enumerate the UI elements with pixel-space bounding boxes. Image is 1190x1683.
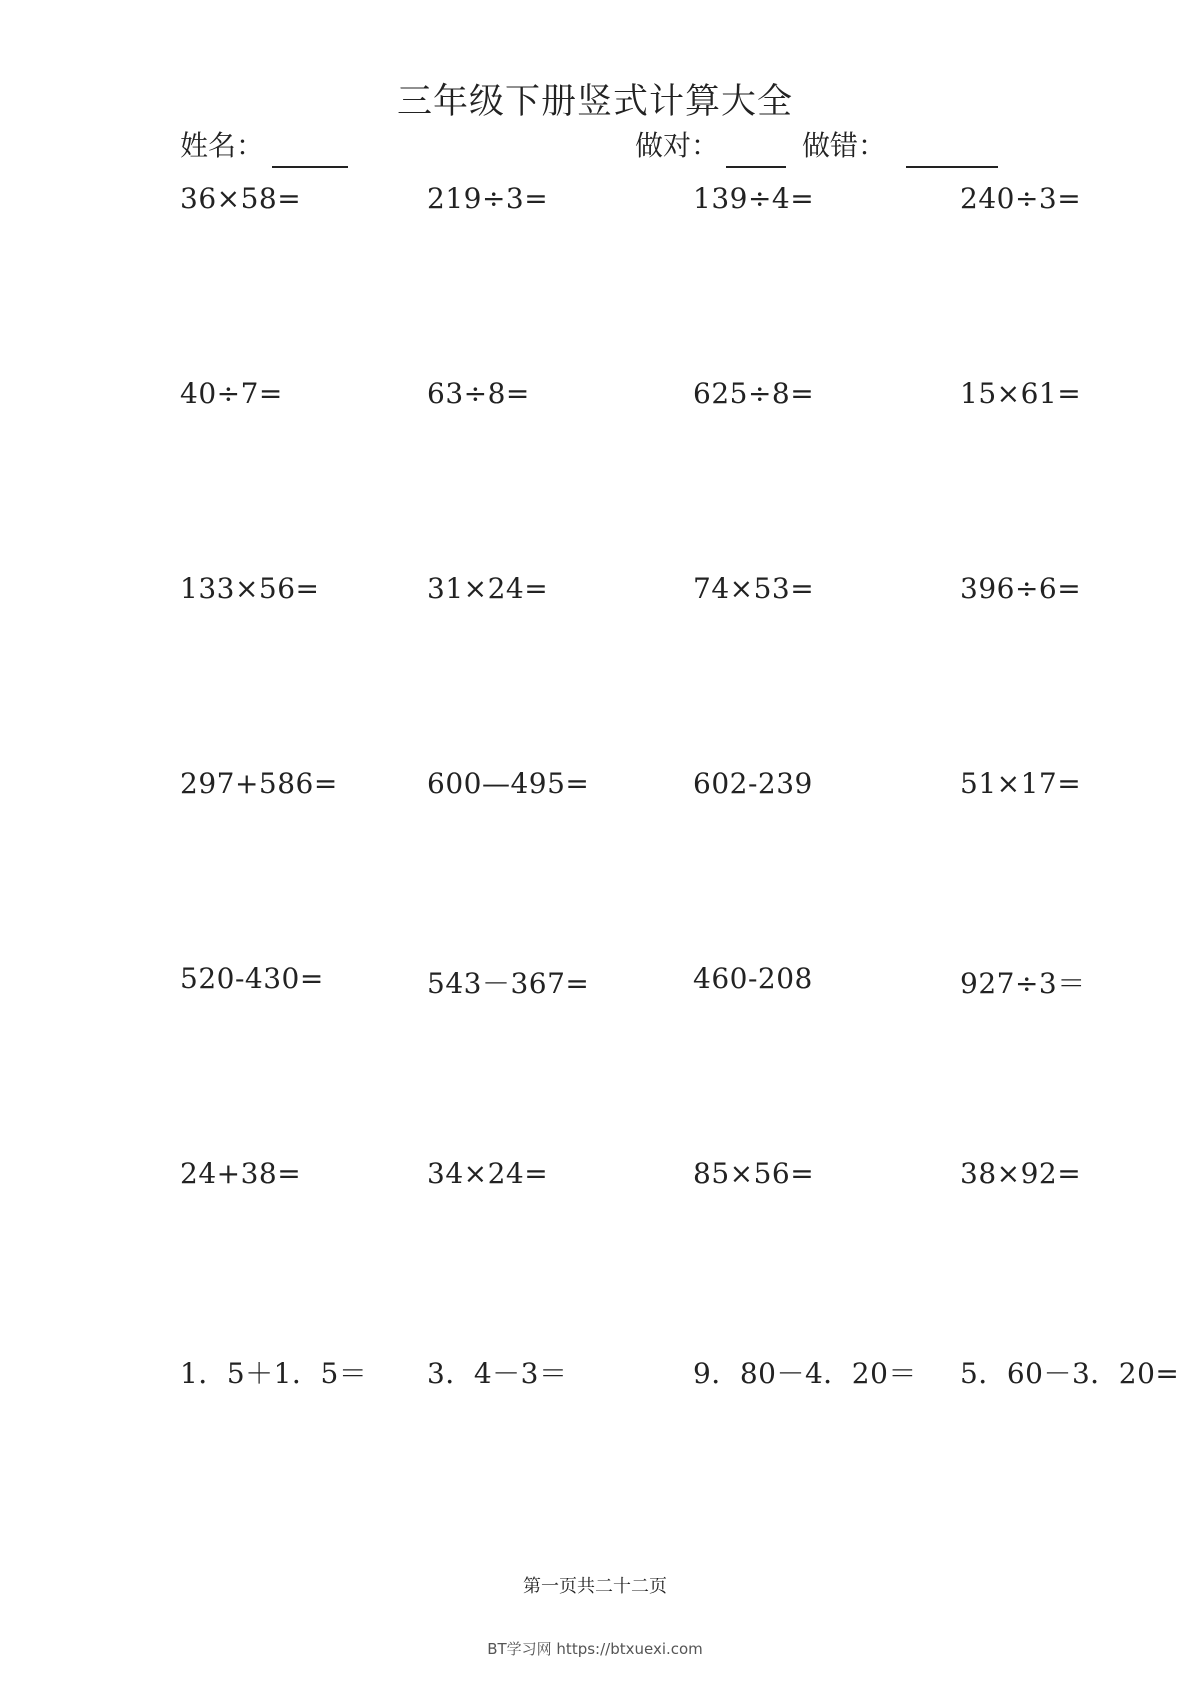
problem-r1-c2: 219÷3= (427, 182, 549, 215)
problem-r3-c3: 74×53= (693, 572, 815, 605)
problem-r2-c3: 625÷8= (693, 377, 815, 410)
problem-r2-c4: 15×61= (960, 377, 1082, 410)
problem-r4-c1: 297+586= (180, 767, 338, 800)
name-blank[interactable] (272, 166, 348, 168)
problem-r5-c1: 520-430= (180, 962, 324, 995)
problem-r4-c2: 600—495= (427, 767, 590, 800)
page-title: 三年级下册竖式计算大全 (396, 82, 793, 122)
problem-r7-c4: 5．60－3．20= (960, 1357, 1180, 1390)
problem-r1-c4: 240÷3= (960, 182, 1082, 215)
wrong-blank[interactable] (906, 166, 998, 168)
watermark: BT学习网 https://btxuexi.com (487, 1640, 703, 1658)
problem-r4-c3: 602-239 (693, 767, 813, 800)
problem-r6-c2: 34×24= (427, 1157, 549, 1190)
problem-r3-c2: 31×24= (427, 572, 549, 605)
problem-r1-c1: 36×58= (180, 182, 302, 215)
problem-r5-c4: 927÷3＝ (960, 967, 1086, 1000)
problem-r6-c1: 24+38= (180, 1157, 302, 1190)
problem-r5-c3: 460-208 (693, 962, 813, 995)
problem-r7-c3: 9．80－4．20＝ (693, 1357, 917, 1390)
problem-r1-c3: 139÷4= (693, 182, 815, 215)
problem-r5-c2: 543－367= (427, 967, 590, 1000)
problem-r4-c4: 51×17= (960, 767, 1082, 800)
correct-label: 做对： (635, 129, 720, 162)
problem-r2-c1: 40÷7= (180, 377, 283, 410)
problem-r2-c2: 63÷8= (427, 377, 530, 410)
problem-r3-c1: 133×56= (180, 572, 320, 605)
problem-r6-c4: 38×92= (960, 1157, 1082, 1190)
correct-blank[interactable] (726, 166, 786, 168)
wrong-label: 做错： (802, 129, 887, 162)
problem-r7-c1: 1．5＋1．5＝ (180, 1357, 368, 1390)
problem-r6-c3: 85×56= (693, 1157, 815, 1190)
page-footer: 第一页共二十二页 (523, 1576, 667, 1597)
problem-r3-c4: 396÷6= (960, 572, 1082, 605)
name-label: 姓名： (180, 129, 265, 162)
problem-r7-c2: 3．4－3＝ (427, 1357, 568, 1390)
